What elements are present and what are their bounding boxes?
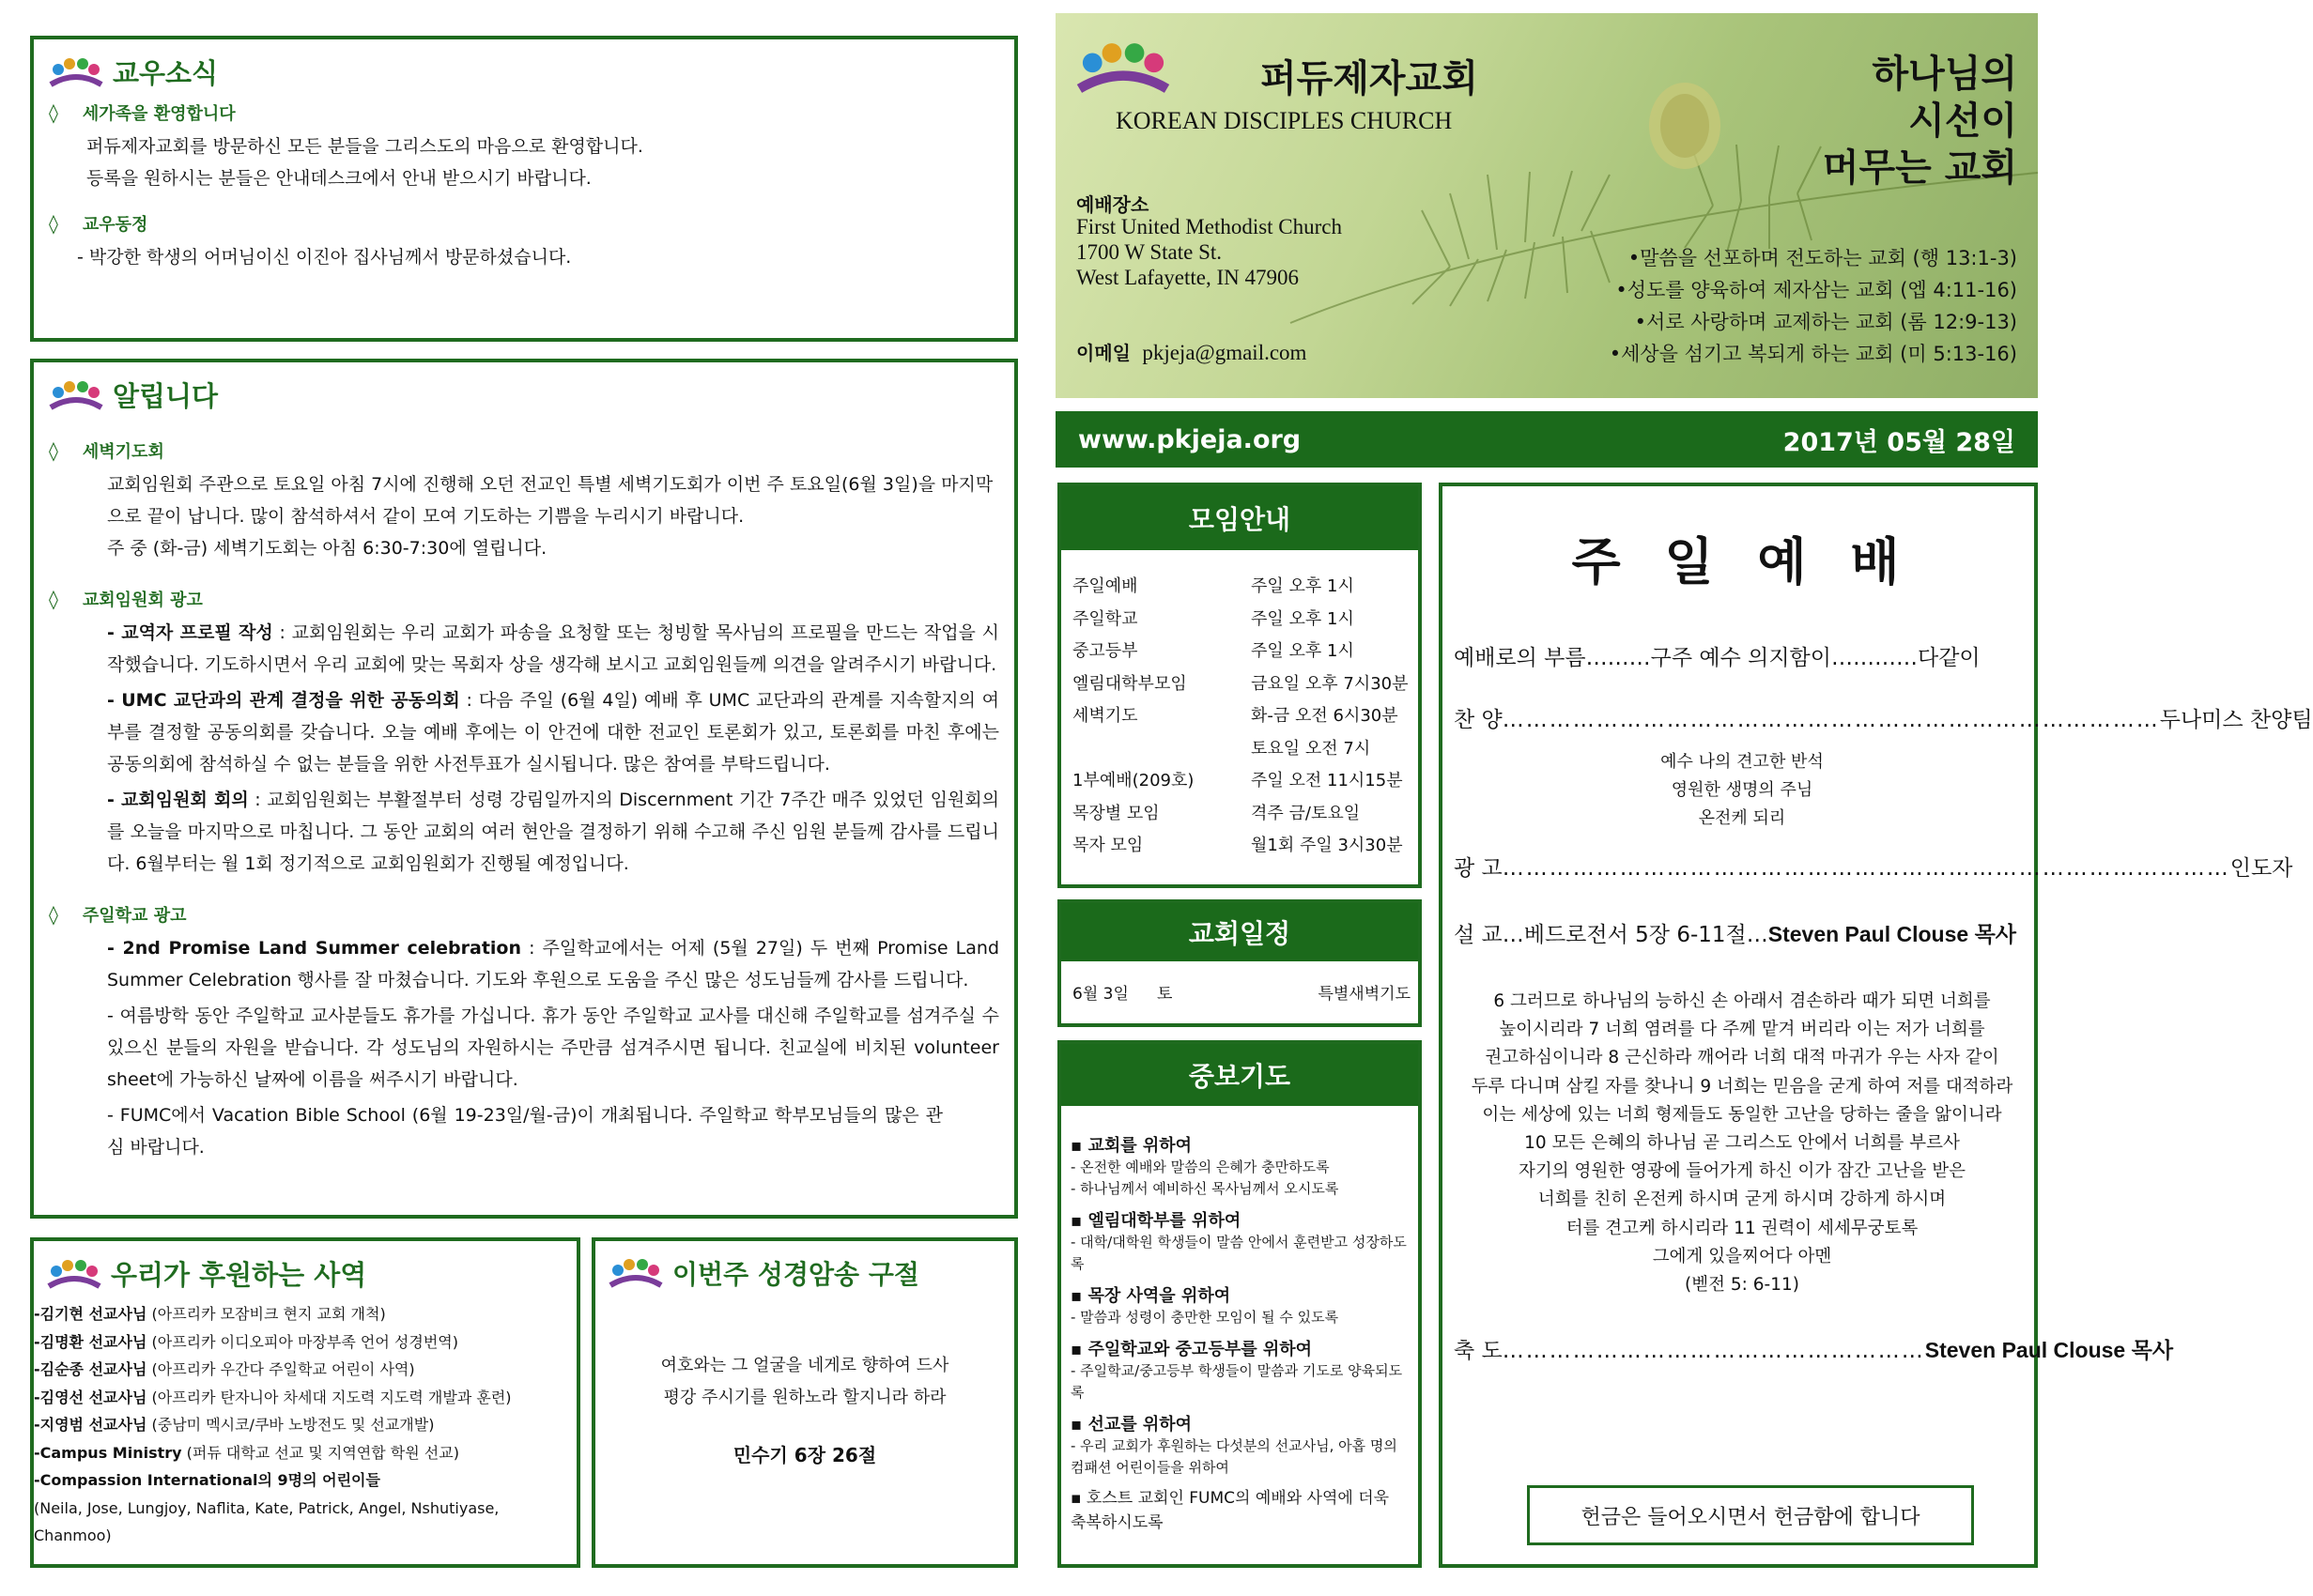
verse-ref: 민수기 6장 26절 [732,1444,877,1466]
venue-address: First United Methodist Church 1700 W State St. West Lafayette, IN 47906 [1076,215,1343,289]
council-para-2: - UMC 교단과의 관계 결정을 위한 공동의회 : 다음 주일 (6월 4일) 예배 후 UMC 교단과의 관계를 지속할지의 여부를 결정할 공동의회를 갖습니다. 오늘 예배 후에는 이 안건에 대한 전교인 토론회가 있고, 토론회를 마친 후에는 공동의회에 참석하실 수 없는 분들을 위한 사전투표가 실시됩니다. 많은 참여를 부탁드립니다. [107,690,999,775]
church-name-en: KOREAN DISCIPLES CHURCH [1116,107,1453,134]
website-date-bar [1056,411,2038,468]
verse-text: 여호와는 그 얼굴을 네게로 향하여 드사 평강 주시기를 원하노라 할지니라 하라 [660,1356,949,1407]
news-members-heading: ◊ 교우동정 [49,212,148,235]
church-logo-icon [1076,38,1170,98]
schedule-box [1057,899,1422,1027]
list-item: -김기현 선교사님 (아프리카 모잠비크 현지 교회 개척) [34,1305,386,1323]
worship-benediction: 축 도 ……………………………………………… Steven Paul Clouse 목사 [1454,1338,2174,1364]
list-item: -지영범 선교사님 (중남미 멕시코/쿠바 노방전도 및 선교개발) [34,1416,435,1434]
venue-label: 예배장소 [1076,193,1149,216]
news-title: 교우소식 [49,53,999,91]
notices-title: 알립니다 [49,376,999,414]
prayer-box [1057,1040,1422,1568]
school-heading: ◊ 주일학교 광고 [49,903,187,926]
bulletin-date: 2017년 05월 28일 [1782,427,2015,457]
table-row: 목장별 모임 격주 금/토요일 [1072,803,1361,823]
prayer-title: 중보기도 [1061,1044,1418,1106]
dawn-text: 교회임원회 주관으로 토요일 아침 7시에 진행해 오던 전교인 특별 세벽기도회가 이번 주 토요일(6월 3일)을 마지막 으로 끝이 납니다. 많이 참석하셔서 같이 모여 기도하는 기쁨을 누리시기 바랍니다. 주 중 (화-금) 세벽기도회는 아침 6:30-7:30에 열립니다. [107,474,994,559]
church-logo-icon [47,1258,101,1290]
list-item: -김명환 선교사님 (아프리카 이디오피아 마장부족 언어 성경번역) [34,1332,458,1351]
school-para-1: - 2nd Promise Land Summer celebration : 주일학교에서는 어제 (5월 27일) 두 번째 Promise Land Summer Celebration 행사를 잘 마쳤습니다. 기도와 후원으로 도움을 주신 많은 성도님들께 감사를 드립니다. [107,938,1000,990]
table-row: 1부예배(209호) 주일 오전 11시15분 [1072,771,1403,791]
missions-box [30,1237,580,1568]
news-members-text: - 박강한 학생의 어머님이신 이진아 집사님께서 방문하셨습니다. [77,247,572,268]
worship-praise: 찬 양 ………………………………………………………………………… 두나미스 찬양팀 [1454,708,2313,732]
news-welcome-heading: ◊ 세가족을 환영합니다 [49,101,236,124]
list-item: -김순종 선교사님 (아프리카 우간다 주일학교 어린이 사역) [34,1360,415,1378]
news-box [30,36,1018,342]
website-link[interactable]: www.pkjeja.org [1078,424,1302,454]
church-logo-icon [49,379,103,411]
worship-songs: 예수 나의 견고한 반석 영원한 생명의 주님 온전케 되리 [1660,752,1824,828]
church-name-ko: 퍼듀제자교회 [1260,57,1478,100]
table-row: 목자 모임 월1회 주일 3시30분 [1072,836,1403,856]
worship-sermon: 설 교 … 베드로전서 5장 6-11절 … Steven Paul Clouse 목사 [1454,922,2017,947]
prayer-list: ▪ 교회를 위하여 - 온전한 예배와 말씀의 은혜가 충만하도록 - 하나님께서 예비하신 목사님께서 오시도록 ▪ 엘림대학부를 위하여 - 대학/대학원 학생들이 말씀 안에서 훈련받고 성장하도록 ▪ 목장 사역을 위하여 - 말씀과 성령이 충만한 모임이 될 수 있도록 ▪ 주일학교와 중고등부를 위하여 - 주일학교/중고등부 학생들이 말씀과 기도로 양육되도록 ▪ 선교를 위하여 - 우리 교회가 후원하는 다섯분의 선교사님, 아홉 명의 컴패션 어린이들을 위하여 ▪ 호스트 교회인 FUMC의 예배와 사역에 더욱 축복하시도록 [1071,1136,1407,1532]
schedule-title: 교회일정 [1061,903,1418,961]
worship-box [1439,483,2313,1568]
news-welcome-text: 퍼듀제자교회를 방문하신 모든 분들을 그리스도의 마음으로 환영합니다. 등록을 원하시는 분들은 안내데스크에서 안내 받으시기 바랍니다. [86,136,643,189]
offering-box: 헌금은 들어오시면서 헌금함에 합니다 [1527,1485,1974,1545]
school-para-2: - 여름방학 동안 주일학교 교사분들도 휴가를 가십니다. 휴가 동안 주일학교 교사를 대신해 주일학교를 섬겨주실 수 있으신 분들의 자원을 받습니다. 각 성도님의 자원하시는 주만큼 섬겨주시면 됩니다. 친교실에 비치된 volunteer sheet에 가능하신 날짜에 이름을 써주시기 바랍니다. [107,1005,999,1090]
verse-box [592,1237,1018,1568]
header-banner [1056,13,2038,398]
table-row: 중고등부 주일 오후 1시 [1072,641,1354,662]
meetings-title: 모임안내 [1061,486,1418,550]
table-row: 토요일 오전 7시 [1251,738,1371,759]
table-row: 엘림대학부모임 금요일 오후 7시30분 [1072,673,1409,694]
email-row: 이메일 pkjeja@gmail.com [1076,341,1307,364]
list-item: -김영선 선교사님 (아프리카 탄자니아 차세대 지도력 지도력 개발과 훈련) [34,1388,512,1406]
missions-children: (Neila, Jose, Lungjoy, Naflita, Kate, Patrick, Angel, Nshutiyase, Chanmoo) [34,1498,500,1544]
missions-title: 우리가 후원하는 사역 [34,1254,577,1293]
worship-call: 예배로의 부름 ……… 구주 예수 의지함이 ………… 다같이 [1454,646,1981,670]
table-row: 주일예배 주일 오후 1시 [1072,576,1354,597]
church-logo-icon [609,1257,663,1289]
mission-statements: •말씀을 선포하며 전도하는 교회 (행 13:1-3) •성도를 양육하여 제자삼는 교회 (엡 4:11-16) •서로 사랑하며 교제하는 교회 (롬 12:9-13) •세상을 섬기고 복되게 하는 교회 (미 5:13-16) [1609,247,2017,365]
table-row: 주일학교 주일 오후 1시 [1072,608,1354,629]
email-link[interactable]: pkjeja@gmail.com [1142,341,1307,364]
table-row: 6월 3일 토 특별새벽기도 [1072,985,1411,1004]
dawn-heading: ◊ 세벽기도회 [49,439,164,462]
meetings-list [1072,569,1411,861]
church-slogan: 하나님의 시선이 머무는 교회 [1822,53,2017,190]
list-item: -Compassion International의 9명의 어린이들 [34,1471,380,1489]
verse-title: 이번주 성경암송 구절 [609,1254,1001,1292]
table-row: 세벽기도 화-금 오전 6시30분 [1072,706,1398,727]
missions-list [34,1300,577,1550]
list-item: -Campus Ministry (퍼듀 대학교 선교 및 지역연합 학원 선교) [34,1443,459,1462]
council-para-1: - 교역자 프로필 작성 : 교회임원회는 우리 교회가 파송을 요청할 또는 청빙할 목사님의 프로필을 만드는 작업을 시작했습니다. 기도하시면서 우리 교회에 맞는 목회자 상을 생각해 보시고 교회임원들께 의견을 알려주시기 바랍니다. [107,622,1000,675]
worship-title: 주 일 예 배 [1571,532,1913,591]
worship-scripture: 6 그러므로 하나님의 능하신 손 아래서 겸손하라 때가 되면 너희를 높이시리라 7 너희 염려를 다 주께 맡겨 버리라 이는 저가 너희를 권고하심이니라 8 근신하라 깨어라 너희 대적 마귀가 우는 사자 같이 두루 다니며 삼킬 자를 찾나니 9 너희는 믿음을 굳게 하여 저를 대적하라 이는 세상에 있는 너희 형제들도 동일한 고난을 당하는 줄을 앎이니라 10 모든 은혜의 하나님 곧 그리스도 안에서 너희를 부르사 자기의 영원한 영광에 들어가게 하신 이가 잠간 고난을 받은 너희를 친히 온전케 하시며 굳게 하시며 강하게 하시며 터를 견고케 하시리라 11 권력이 세세무궁토록 그에게 있을찌어다 아멘 (벧전 5: 6-11) [1471,991,2013,1296]
council-para-3: - 교회임원회 회의 : 교회임원회는 부활절부터 성령 강림일까지의 Discernment 기간 7주간 매주 있었던 임원회의를 오늘을 마지막으로 마칩니다. 그 동안 교회의 여러 현안을 결정하기 위해 수고해 주신 임원 분들께 감사를 드립니다. 6월부터는 월 1회 정기적으로 교회임원회가 진행될 예정입니다. [107,790,999,874]
notices-box [30,359,1018,1219]
school-para-3: - FUMC에서 Vacation Bible School (6월 19-23일/월-금)이 개최됩니다. 주일학교 학부모님들의 많은 관심 바랍니다. [107,1105,943,1158]
worship-announcements: 광 고 ………………………………………………………………………………… 인도자 [1454,856,2293,881]
council-heading: ◊ 교회임원회 광고 [49,588,203,610]
church-logo-icon [49,56,103,88]
meetings-box [1057,483,1422,888]
